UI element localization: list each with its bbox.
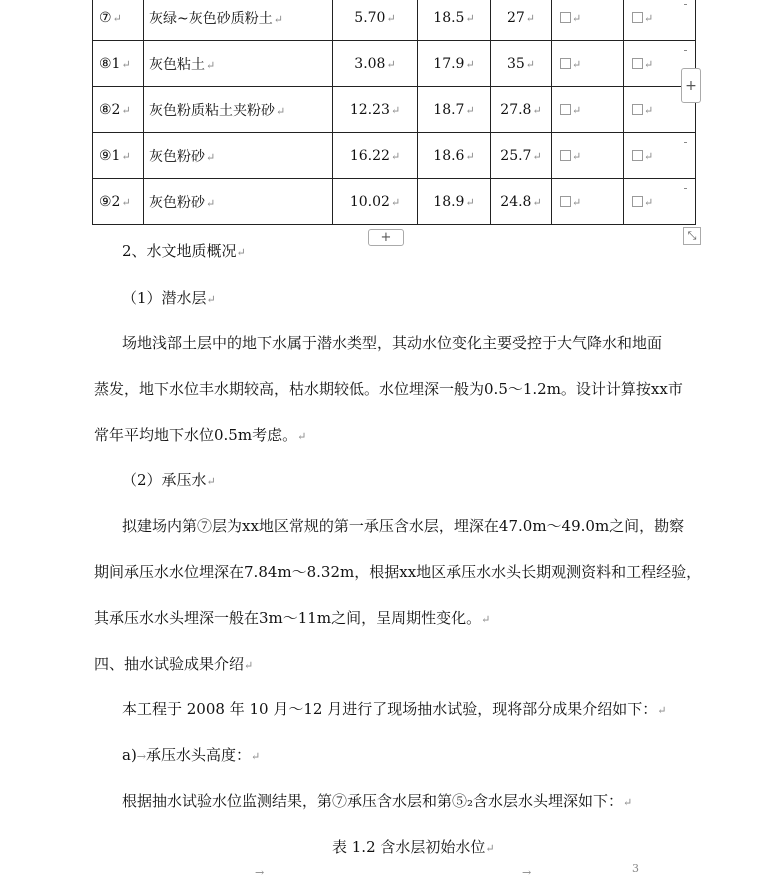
cell-text: 35 [506,55,525,72]
checkbox-cell[interactable] [552,179,624,225]
paragraph-mark: ↵ [121,103,131,117]
paragraph-mark: ↵ [390,149,401,163]
paragraph-mark: ↵ [121,195,131,209]
checkbox-cell[interactable] [552,41,624,87]
cell-text: 18.5 [433,9,465,26]
footer-mark: → [255,866,265,879]
value-cell[interactable] [333,179,418,225]
paragraph-mark: ↵ [390,195,401,209]
cell-text: ⑨1 [99,147,121,164]
cell-text: 灰色粉砂 [149,148,205,165]
checkbox-icon[interactable] [632,104,643,115]
paragraph-mark: ↵ [644,149,654,163]
margin-tick [684,4,687,5]
paragraph-mark: ↵ [644,103,654,117]
row-id-cell[interactable] [93,87,144,133]
checkbox-cell[interactable] [552,133,624,179]
paragraph-mark: ↵ [465,103,475,117]
value-cell[interactable] [333,133,418,179]
paragraph-mark: ↵ [206,196,216,210]
paragraph-mark: ↵ [121,149,131,163]
cell-text: 灰色粉质粘土夹粉砂 [149,102,275,119]
paragraph-mark: ↵ [276,104,286,118]
footer-page-number: 3 [632,862,639,875]
paragraph-mark: ↵ [112,11,122,25]
table-resize-icon[interactable]: ⤡ [683,227,701,245]
paragraph-mark: ↵ [572,57,582,71]
paragraph-mark: ↵ [206,58,216,72]
list-item-a: a)→承压水头高度：↵ [122,746,261,764]
row-id-cell[interactable] [93,41,144,87]
paragraph-mark: ↵ [572,149,582,163]
cell-text: 27 [506,9,525,26]
paragraph-mark: ↵ [390,103,401,117]
paragraph-line: 期间承压水水位埋深在7.84m～8.32m，根据xx地区承压水水头长期观测资料和工程经验， [94,563,702,581]
cell-text: 10.02 [349,193,390,210]
paragraph-mark: ↵ [644,11,654,25]
checkbox-icon[interactable] [632,58,643,69]
paragraph-mark: ↵ [206,150,216,164]
cell-text: 3.08 [354,55,386,72]
checkbox-cell[interactable] [624,179,696,225]
value-cell[interactable] [333,87,418,133]
cell-text: ⑧1 [99,55,121,72]
paragraph-mark: ↵ [572,103,582,117]
paragraph-line: 拟建场内第⑦层为xx地区常规的第一承压含水层，埋深在47.0m～49.0m之间，勘察 [122,517,685,535]
value-cell[interactable] [491,179,552,225]
soil-name-cell[interactable] [144,0,333,41]
paragraph-line: 常年平均地下水位0.5m考虑。↵ [94,426,307,444]
paragraph-mark: ↵ [465,195,475,209]
paragraph-mark: ↵ [644,195,654,209]
paragraph-mark: ↵ [465,149,475,163]
value-cell[interactable] [491,0,552,41]
soil-name-cell[interactable] [144,41,333,87]
heading-confined: （2）承压水↵ [122,471,216,489]
margin-tick [684,188,687,189]
cell-text: 灰色粘土 [149,56,205,73]
table-row [93,87,696,133]
checkbox-icon[interactable] [560,58,571,69]
checkbox-cell[interactable] [624,133,696,179]
cell-text: 24.8 [500,193,532,210]
paragraph-line: 其承压水水头埋深一般在3m～11m之间，呈周期性变化。↵ [94,609,491,627]
checkbox-icon[interactable] [560,150,571,161]
cell-text: ⑧2 [99,101,121,118]
paragraph-mark: ↵ [644,57,654,71]
row-id-cell[interactable] [93,0,144,41]
checkbox-cell[interactable] [552,0,624,41]
value-cell[interactable] [418,0,491,41]
heading-section-4: 四、抽水试验成果介绍↵ [94,655,254,673]
checkbox-cell[interactable] [552,87,624,133]
checkbox-icon[interactable] [560,196,571,207]
soil-name-cell[interactable] [144,133,333,179]
value-cell[interactable] [333,41,418,87]
cell-text: 18.6 [433,147,465,164]
paragraph-mark: ↵ [273,12,283,26]
value-cell[interactable] [491,133,552,179]
checkbox-icon[interactable] [632,150,643,161]
cell-text: 27.8 [500,101,532,118]
margin-tick [684,142,687,143]
table-caption: 表 1.2 含水层初始水位↵ [332,838,495,856]
paragraph-mark: ↵ [121,57,131,71]
paragraph-mark: ↵ [525,57,536,71]
paragraph-mark: ↵ [572,195,582,209]
soil-name-cell[interactable] [144,87,333,133]
row-id-cell[interactable] [93,133,144,179]
cell-text: ⑦ [99,9,112,26]
checkbox-icon[interactable] [632,12,643,23]
paragraph-mark: ↵ [465,57,475,71]
cell-text: 灰色粉砂 [149,194,205,211]
value-cell[interactable] [491,87,552,133]
paragraph-mark: ↵ [532,103,542,117]
paragraph-line: 蒸发，地下水位丰水期较高，枯水期较低。水位埋深一般为0.5～1.2m。设计计算按xx市 [94,380,683,398]
paragraph-mark: ↵ [532,149,542,163]
soil-table-container [92,0,696,225]
paragraph-mark: ↵ [572,11,582,25]
checkbox-icon[interactable] [560,12,571,23]
margin-tick [684,50,687,51]
row-id-cell[interactable] [93,179,144,225]
value-cell[interactable] [418,133,491,179]
table-row [93,41,696,87]
value-cell[interactable] [333,0,418,41]
paragraph-monitor: 根据抽水试验水位监测结果，第⑦承压含水层和第⑤₂含水层水头埋深如下：↵ [122,792,633,810]
value-cell[interactable] [491,41,552,87]
cell-text: 16.22 [349,147,390,164]
soil-parameter-table[interactable] [92,0,696,225]
cell-text: 25.7 [500,147,532,164]
checkbox-icon[interactable] [632,196,643,207]
add-row-button[interactable]: + [368,229,404,246]
paragraph-mark: ↵ [532,195,542,209]
cell-text: 17.9 [433,55,465,72]
paragraph-mark: ↵ [386,57,396,71]
cell-text: 18.9 [433,193,465,210]
add-column-button[interactable]: + [681,68,701,103]
cell-text: 12.23 [349,101,390,118]
value-cell[interactable] [418,41,491,87]
checkbox-cell[interactable] [624,0,696,41]
checkbox-icon[interactable] [560,104,571,115]
table-row [93,179,696,225]
table-row [93,133,696,179]
cell-text: 灰绿~灰色砂质粉土 [149,10,273,27]
paragraph-mark: ↵ [525,11,536,25]
value-cell[interactable] [418,179,491,225]
cell-text: 18.7 [433,101,465,118]
paragraph-intro: 本工程于 2008 年 10 月～12 月进行了现场抽水试验，现将部分成果介绍如下：↵ [122,700,667,718]
heading-phreatic: （1）潜水层↵ [122,289,216,307]
cell-text: 5.70 [354,9,386,26]
heading-hydrogeology: 2、水文地质概况↵ [122,242,246,260]
paragraph-mark: ↵ [465,11,475,25]
value-cell[interactable] [418,87,491,133]
cell-text: ⑨2 [99,193,121,210]
soil-name-cell[interactable] [144,179,333,225]
footer-mark: → [522,866,532,879]
paragraph-line: 场地浅部土层中的地下水属于潜水类型，其动水位变化主要受控于大气降水和地面 [122,334,663,352]
table-row [93,0,696,41]
paragraph-mark: ↵ [386,11,396,25]
